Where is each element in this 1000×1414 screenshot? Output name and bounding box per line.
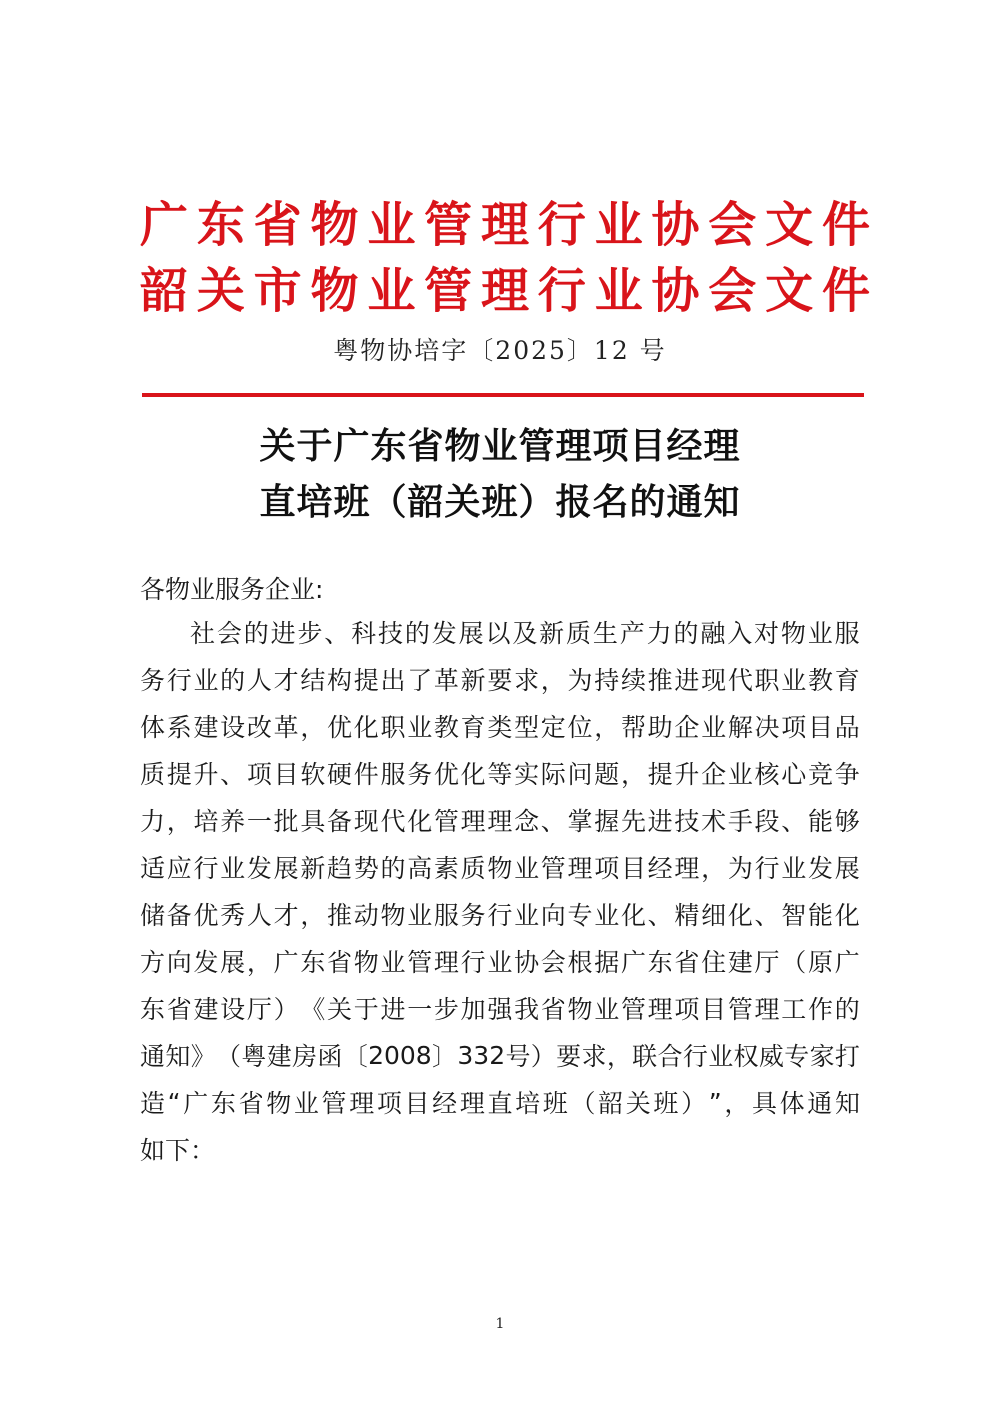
body-line: 造 “ 广 东 省 物 业 管 理 项 目 经 理 直 培 班 （ 韶 关 班 ） ” ， 具 体 通 知: [140, 1087, 860, 1118]
body-line: 适 应 行 业 发 展 新 趋 势 的 高 素 质 物 业 管 理 项 目 经 理 ， 为 行 业 发 展: [140, 854, 860, 883]
body-line: 质 提 升 、 项 目 软 硬 件 服 务 优 化 等 实 际 问 题 ， 提 升 企 业 核 心 竞 争: [140, 760, 860, 789]
page-number: 1: [495, 1316, 505, 1332]
body-line: 务 行 业 的 人 才 结 构 提 出 了 革 新 要 求 ， 为 持 续 推 进 现 代 职 业 教 育: [140, 666, 860, 695]
issuer-header-guangdong: 广 东 省 物 业 管 理 行 业 协 会 文 件: [140, 196, 870, 253]
document-title-line-1: 关于广东省物业管理项目经理: [259, 425, 741, 467]
body-line: 方 向 发 展 ， 广 东 省 物 业 管 理 行 业 协 会 根 据 广 东 省 住 建 厅 （ 原 广: [140, 948, 860, 977]
body-line: 东 省 建 设 厅 ） 《 关 于 进 一 步 加 强 我 省 物 业 管 理 项 目 管 理 工 作 的: [140, 995, 860, 1024]
body-line: 如下：: [140, 1136, 216, 1165]
red-divider-rule: [142, 393, 864, 397]
document-number: 粤物协培字〔2025〕12 号: [333, 336, 667, 365]
body-line: 社 会 的 进 步 、 科 技 的 发 展 以 及 新 质 生 产 力 的 融 入 对 物 业 服: [190, 619, 860, 648]
body-line: 体 系 建 设 改 革 ， 优 化 职 业 教 育 类 型 定 位 ， 帮 助 企 业 解 决 项 目 品: [140, 713, 860, 742]
document-title-line-2: 直培班（韶关班）报名的通知: [259, 481, 741, 523]
body-line: 力 ， 培 养 一 批 具 备 现 代 化 管 理 理 念 、 掌 握 先 进 技 术 手 段 、 能 够: [140, 807, 860, 836]
issuer-header-shaoguan: 韶 关 市 物 业 管 理 行 业 协 会 文 件: [140, 262, 870, 319]
body-line: 通 知 》 （ 粤 建 房 函 〔 2008 〕 332 号 ） 要 求 ， 联 合 行 业 权 威 专 家 打: [140, 1040, 860, 1071]
salutation: 各物业服务企业:: [140, 575, 324, 604]
body-line: 储 备 优 秀 人 才 ， 推 动 物 业 服 务 行 业 向 专 业 化 、 精 细 化 、 智 能 化: [140, 901, 860, 930]
